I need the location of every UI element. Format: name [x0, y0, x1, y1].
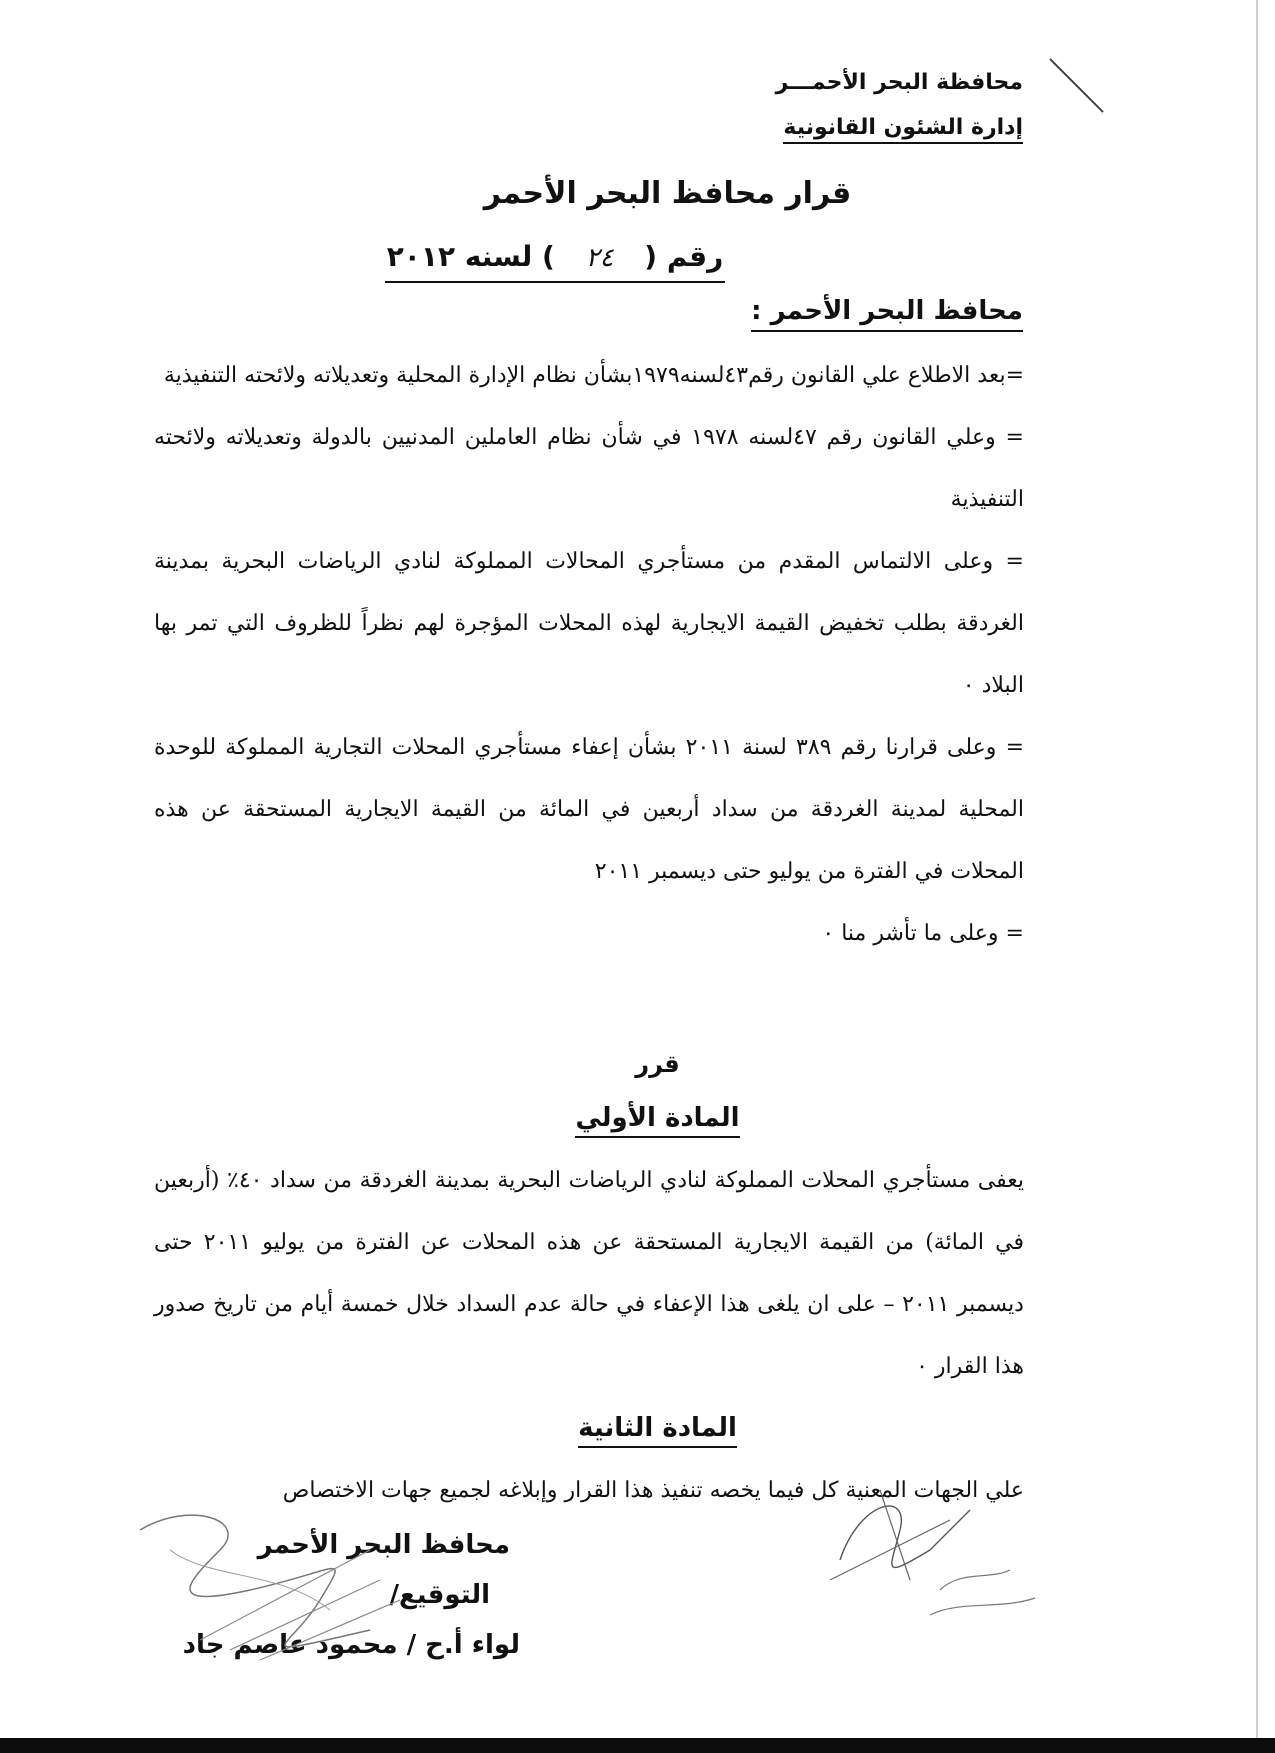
letterhead: [723, 70, 1023, 144]
department-name: إدارة الشئون القانونية: [783, 115, 1023, 144]
governorate-name: محافظة البحر الأحمـــر: [775, 70, 1023, 95]
decided-heading: قرر: [635, 1050, 680, 1078]
preamble-clause: = وعلى الالتماس المقدم من مستأجري المحالات المملوكة لنادي الرياضات البحرية بمدينة الغردقة بطلب تخفيض القيمة الايجارية لهذه المحلات المؤجرة لهم نظراً للظروف التي تمر بها البلاد ٠: [154, 549, 1024, 698]
decree-title: قرار محافظ البحر الأحمر: [483, 176, 852, 211]
article-1-body: [154, 1150, 1024, 1398]
decree-number-value: ٢٤: [585, 243, 614, 273]
signature-label: التوقيع/: [389, 1580, 490, 1610]
decree-number: [385, 240, 725, 283]
scan-edge: [1256, 0, 1258, 1753]
governor-heading: محافظ البحر الأحمر :: [751, 296, 1023, 332]
article-1-text: يعفى مستأجري المحلات المملوكة لنادي الرياضات البحرية بمدينة الغردقة من سداد ٤٠٪ (أربعين في المائة) من القيمة الايجارية المستحقة عن هذه المحلات عن الفترة من يوليو ٢٠١١ حتى ديسمبر ٢٠١١ – على ان يلغى هذا الإعفاء في حالة عدم السداد خلال خمسة أيام من تاريخ صدور هذا القرار ٠: [154, 1168, 1024, 1379]
article-2-heading-text: المادة الثانية: [578, 1413, 737, 1448]
preamble-clause: = وعلي القانون رقم ٤٧لسنه ١٩٧٨ في شأن نظام العاملين المدنيين بالدولة وتعديلاته ولائحته التنفيذية: [154, 425, 1024, 512]
corner-mark: [1049, 58, 1103, 112]
signatory-name: لواء أ.ح / محمود عاصم جاد: [182, 1630, 520, 1660]
preamble-clause: = وعلى قرارنا رقم ٣٨٩ لسنة ٢٠١١ بشأن إعفاء مستأجري المحلات التجارية المملوكة للوحدة المحلية لمدينة الغردقة من سداد أربعين في المائة من القيمة الايجارية المستحقة عن هذه المحلات في الفترة من يوليو حتى ديسمبر ٢٠١١: [154, 735, 1025, 884]
signature-block: [160, 1530, 520, 1660]
preamble-clause: =بعد الاطلاع علي القانون رقم٤٣لسنه١٩٧٩بشأن نظام الإدارة المحلية وتعديلاته ولائحته التنفيذية: [163, 363, 1024, 388]
decree-number-prefix: رقم (: [644, 240, 724, 273]
preamble: [154, 345, 1024, 965]
article-2-text: علي الجهات المعنية كل فيما يخصه تنفيذ هذا القرار وإبلاغه لجميع جهات الاختصاص: [282, 1478, 1024, 1503]
article-2-body: [154, 1460, 1024, 1522]
signatory-title: محافظ البحر الأحمر: [257, 1530, 510, 1560]
scan-bottom-band: [0, 1738, 1275, 1753]
preamble-clause: = وعلى ما تأشر منا ٠: [822, 921, 1024, 946]
decree-number-suffix: ) لسنه ٢٠١٢: [386, 240, 555, 273]
article-2-heading: [0, 1413, 1275, 1443]
article-1-heading-text: المادة الأولي: [575, 1103, 739, 1138]
article-1-heading: [0, 1103, 1275, 1133]
